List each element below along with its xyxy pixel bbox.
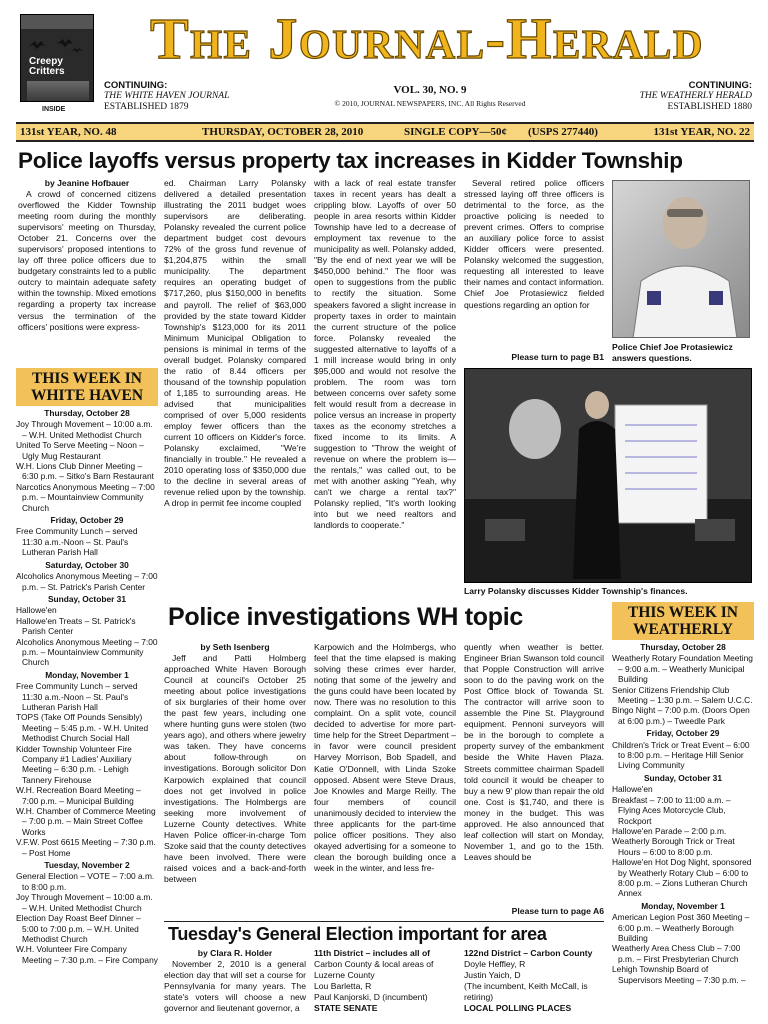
story1-column-1 <box>18 178 156 368</box>
story3-col2-line-6: STATE SENATE <box>314 1003 378 1014</box>
story3-col1-text: November 2, 2010 is a general election day that will set a course for Pennsylvania for many years. The state's voters will choose a new governor and lieutenant governor, a <box>164 959 306 1014</box>
event-day-heading: Sunday, October 31 <box>47 593 127 604</box>
event-day-heading: Monday, November 1 <box>45 669 129 680</box>
event-item[interactable]: W.H. Recreation Board Meeting – 7:00 p.m. – Municipal Building <box>16 785 141 806</box>
event-item[interactable]: Bingo Night – 7:00 p.m. (Doors Open at 6:00 p.m.) – Tweedle Park <box>612 705 750 726</box>
story3-col3-line-5: retiring) <box>464 992 494 1003</box>
event-day-heading: Tuesday, November 2 <box>44 860 130 871</box>
story1-col3-text: with a lack of real estate transfer taxes in recent years has dealt a crippling blow. Layoffs of over 50 people in area resorts within Kidder Township have led to a decrease of employment tax revenue to the municipality as well. Polansky added, "By the end of next year we will be $450,000 behind." The floor was open to suggestions from the public to rectify the situation. Some speakers favored a slight increase in property taxes in order to maintain the current structure of the police force. Polansky revealed the suggested alternative to layoffs of a 1 mill increase would bring in only $95,000 and would not resolve the problem. The room was torn between concerns over safety some felt would result from a decrease in police versus an increase in property taxes as the economy stretches a fixed income to its limits. A suggestion to "Throw the weight of revenue on where the problem is—the rentals," was called out, to be met with another asking "Yeah, why can't we charge a rental tax?" Polansky replied, "It's worth looking into but we need realtors and landlords to cooperate." <box>314 178 456 531</box>
police-chief-photo <box>612 180 750 338</box>
event-item[interactable]: Hallowe'en Parade – 2:00 p.m. <box>612 825 727 836</box>
story3-byline: by Clara R. Holder <box>197 948 273 958</box>
event-item[interactable]: W.H. Volunteer Fire Company Meeting – 7:30 p.m. – Fire Company <box>16 944 158 965</box>
bat-silhouettes-icon <box>27 37 89 55</box>
event-item[interactable]: TOPS (Take Off Pounds Sensibly) Meeting – 5:45 p.m. - W.H. United Methodist Church Social Hall <box>16 712 149 744</box>
story2-turn-page[interactable]: Please turn to page A6 <box>511 906 604 916</box>
event-item[interactable]: Hallowe'en Treats – St. Patrick's Parish Center <box>16 615 136 637</box>
polansky-caption: Larry Polansky discusses Kidder Township's finances. <box>464 586 688 596</box>
story3-col2-line-5: Paul Kanjorski, D (incumbent) <box>314 992 428 1003</box>
continuing-right-paper: THE WEATHERLY HERALD <box>639 91 752 101</box>
event-item[interactable]: Alcoholics Anonymous Meeting – 7:00 p.m. – St. Patrick's Parish Center <box>16 571 158 592</box>
white-haven-event-list <box>16 408 158 965</box>
story2-column-3 <box>464 642 604 904</box>
event-item[interactable]: Weatherly Rotary Foundation Meeting – 9:00 a.m. – Weatherly Municipal Building <box>612 653 753 685</box>
issue-date: THURSDAY, OCTOBER 28, 2010 <box>202 126 364 138</box>
dateline-bar <box>16 122 754 142</box>
event-item[interactable]: Breakfast – 7:00 to 11:00 a.m. – Flying Aces Motorcycle Club, Rockport <box>612 794 731 826</box>
event-item[interactable]: W.H. Chamber of Commerce Meeting – 7:00 p.m. – Main Street Coffee Works <box>16 806 156 837</box>
single-copy-price: SINGLE COPY—50¢ <box>404 126 507 138</box>
event-day-heading: Saturday, October 30 <box>45 559 129 570</box>
event-item[interactable]: Weatherly Borough Trick or Treat Hours – 6:00 to 8:00 p.m. <box>612 836 735 857</box>
thumbnail-title: Creepy Critters <box>29 56 65 77</box>
story2-headline[interactable]: Police investigations WH topic <box>168 603 523 631</box>
story3-col2-line-3: Luzerne County <box>314 970 375 981</box>
event-item[interactable]: Alcoholics Anonymous Meeting – 7:00 p.m. – Mountainview Community Church <box>16 636 158 668</box>
event-day-heading: Friday, October 29 <box>50 515 124 526</box>
copyright-notice: © 2010, JOURNAL NEWSPAPERS, INC. All Rights Reserved <box>334 99 526 108</box>
continuing-left-label: CONTINUING: <box>104 80 168 91</box>
story3-col3-line-2: Doyle Heffley, R <box>464 959 526 970</box>
continuing-right-established: ESTABLISHED 1880 <box>667 102 752 112</box>
police-chief-figure <box>613 181 750 338</box>
year-issue-left: 131st YEAR, NO. 48 <box>20 126 117 138</box>
event-item[interactable]: V.F.W. Post 6615 Meeting – 7:30 p.m. – Post Home <box>16 837 156 858</box>
story1-column-4 <box>464 178 604 346</box>
story3-column-1 <box>164 948 306 1024</box>
inside-thumbnail[interactable] <box>20 14 94 102</box>
story3-col2-line-2: Carbon County & local areas of <box>314 959 434 970</box>
story2-col2-text: Karpowich and the Holmbergs, who feel that the time elapsed is making solving these crimes ever harder, noting that some of the jewelry and the guns could have been located by now. There was no resolution to this complaint. On a split vote, council decided to advertise for more part-time help for the Street Department – in favor were council president Harvey Morrison, Bob Spadell, and Katie O'Donnell, with Linda Szoke opposed. Absent were Steve Draus, Joe Knowles and Marge Reilly. The four members of council unanimously decided to interview the three applicants for the part-time police officer positions. They also okayed advertising for a someone to clean the borough building once a week in the winter, and less fre- <box>314 642 456 873</box>
polansky-photo <box>464 368 752 583</box>
masthead <box>0 0 768 122</box>
thumbnail-banner <box>21 15 94 29</box>
story2-byline: by Seth Isenberg <box>200 642 270 652</box>
event-day-heading: Monday, November 1 <box>641 900 725 911</box>
story3-column-2 <box>314 948 456 1024</box>
story3-column-3 <box>464 948 604 1024</box>
story1-byline: by Jeanine Hofbauer <box>44 178 130 188</box>
usps-number: (USPS 277440) <box>528 126 598 138</box>
event-day-heading: Friday, October 29 <box>646 728 720 739</box>
event-item[interactable]: Hallowe'en <box>612 784 653 795</box>
polansky-scene <box>465 369 752 583</box>
event-item[interactable]: Hallowe'en <box>16 605 57 616</box>
event-item[interactable]: Narcotics Anonymous Meeting – 7:00 p.m. – Mountainview Community Church <box>16 481 155 513</box>
story1-column-2 <box>164 178 306 598</box>
event-item[interactable]: United To Serve Meeting – Noon – Ugly Mug Restaurant <box>16 440 144 461</box>
inside-label: INSIDE <box>42 106 66 113</box>
event-day-heading: Thursday, October 28 <box>640 642 726 652</box>
event-item[interactable]: Free Community Lunch – served 11:30 a.m.-Noon – St. Paul's Lutheran Parish Hall <box>16 526 138 558</box>
event-item[interactable]: General Election – VOTE – 7:00 a.m. to 8:00 p.m. <box>16 871 155 892</box>
story3-col3-line-4: (The incumbent, Keith McCall, is <box>464 981 588 992</box>
story1-column-3 <box>314 178 456 598</box>
event-day-heading: Thursday, October 28 <box>44 408 130 418</box>
story1-col1-text: A crowd of concerned citizens overflowed the Kidder Township meeting room during the monthly supervisors' meeting on Thursday, October 21. Concerns over the supervisors' proposed intentions to lay off three police officers due to budgetary constraints led to a public outcry to maintain adequate safety within the township. Mixed emotions regarding a property tax increase versus the termination of the officers' positions were express- <box>18 189 156 332</box>
event-item[interactable]: Free Community Lunch – served 11:30 a.m.-Noon – St. Paul's Lutheran Parish Hall <box>16 681 138 712</box>
story3-col3-line-6: LOCAL POLLING PLACES <box>464 1003 572 1014</box>
continuing-right-label: CONTINUING: <box>688 80 752 91</box>
weatherly-event-list <box>612 642 754 985</box>
event-item[interactable]: Children's Trick or Treat Event – 6:00 to 8:00 p.m. – Heritage Hill Senior Living Community <box>612 739 750 771</box>
newspaper-title: The Journal-Herald <box>149 6 705 71</box>
story2-column-2 <box>314 642 456 920</box>
story3-col2-line-4: Lou Barletta, R <box>314 981 372 992</box>
story2-column-1 <box>164 642 306 920</box>
event-item[interactable]: W.H. Lions Club Dinner Meeting – 6:30 p.m. – Sitko's Barn Restaurant <box>16 461 154 482</box>
white-haven-title: THIS WEEK IN WHITE HAVEN <box>16 368 158 406</box>
thumbnail-photo <box>27 81 89 101</box>
police-chief-caption: Police Chief Joe Protasiewicz answers questions. <box>612 342 733 363</box>
continuing-right <box>560 80 752 113</box>
year-issue-right: 131st YEAR, NO. 22 <box>653 126 750 138</box>
weatherly-events <box>612 602 754 1024</box>
story1-turn-page[interactable]: Please turn to page B1 <box>511 352 604 362</box>
event-item[interactable]: Lehigh Township Board of Supervisors Meeting – 7:30 p.m. – <box>612 964 746 985</box>
story3-col2-line-1: 11th District – includes all of <box>314 948 431 958</box>
event-item[interactable]: Kidder Township Volunteer Fire Company #1 Ladies' Auxiliary Meeting – 6:30 p.m. - Lehigh Tannery Firehouse <box>16 743 132 785</box>
story2-col3-text: quently when weather is better. Engineer Brian Swanson told council that Popple Construction will arrive soon to do the paving work on the Post Office block of Towanda St. The contractor will arrive soon to assemble the Pine St. Playground equipment. Pennoni surveyors will be in the borough to complete a property survey of the embankment beside the White Haven Plaza. Streets committee chairman Spadell told council it would be cheaper to buy a new 9' plow than repair the old one. Cost is $1,740, and there is money in the budget. This was approved. He also announced that leaf collection will start on Monday, November 1, and go to the 15th. Leaves should be <box>464 642 604 862</box>
event-item[interactable]: American Legion Post 360 Meeting – 6:00 p.m. – Weatherly Borough Building <box>612 912 750 943</box>
event-item[interactable]: Joy Through Movement – 10:00 a.m. – W.H. United Methodist Church <box>16 892 153 913</box>
story3-headline[interactable]: Tuesday's General Election important for area <box>168 924 547 944</box>
continuing-left <box>104 80 229 113</box>
continuing-left-established: ESTABLISHED 1879 <box>104 102 189 112</box>
event-item[interactable]: Weatherly Area Chess Club – 7:00 p.m. – First Presbyterian Church <box>612 943 741 964</box>
story1-headline[interactable]: Police layoffs versus property tax increases in Kidder Township <box>18 148 683 173</box>
story3-col3-line-3: Justin Yaich, D <box>464 970 521 981</box>
weatherly-title: THIS WEEK IN WEATHERLY <box>612 602 754 640</box>
event-item[interactable]: Hallowe'en Hot Dog Night, sponsored by Weatherly Rotary Club – 6:00 to 8:00 p.m. – Zions Lutheran Church Annex <box>612 857 752 899</box>
event-day-heading: Sunday, October 31 <box>643 772 723 783</box>
story1-col4-text: Several retired police officers stressed laying off three officers is detrimental to the force, as the proactive policing is needed to prevent crimes. Offers to comprise an auxiliary police force to assist Kidder officers were presented. Polansky welcomed the suggestion, requesting all interested to leave their names and contact information. Chief Joe Protasiewicz fielded questions regarding an option for <box>464 178 604 310</box>
white-haven-events <box>16 368 158 1024</box>
continuing-left-paper: THE WHITE HAVEN JOURNAL <box>104 91 230 101</box>
event-item[interactable]: Joy Through Movement – 10:00 a.m. – W.H. United Methodist Church <box>16 419 153 440</box>
event-item[interactable]: Election Day Roast Beef Dinner – 5:00 to 7:00 p.m. – W.H. United Methodist Church <box>16 913 141 944</box>
volume-number: VOL. 30, NO. 9 <box>393 84 467 96</box>
story3-col3-line-1: 122nd District – Carbon County <box>464 948 593 958</box>
event-item[interactable]: Senior Citizens Friendship Club Meeting – 1:30 p.m. – Salem U.C.C. <box>612 684 753 706</box>
story1-col2-text: ed. Chairman Larry Polansky delivered a detailed presentation illustrating the 2011 budget woes supervisors are deliberating. Polansky revealed the current police department budget cost devours 72% of the gross fund revenue of $1,204,875 within the small municipality. The department requires an operating budget of $717,260, plus $150,000 in benefits and payroll. The relief of $63,000 provided by the state toward Kidder Township's $123,000 for its 2011 Minimum Municipal Obligation to pensions is minimal in terms of the overall budget. Polansky compared the ratio of 8.44 officers per thousand of the township population of 1,185 to surrounding areas. He advised that municipalities comprised of over 5,000 residents employ fewer officers than the current 10 officers on Kidder's force. Polansky exclaimed, "We're financially in trouble." He revealed a 2010 operating loss of $350,000 due to the decline in several areas of revenue relied upon by the township. A drop in permit fee income coupled <box>164 178 306 509</box>
story2-col1-text: Jeff and Patti Holmberg approached White Haven Borough Council at council's October 25 meeting about police investigations of six burglaries of their home over the past few years, including one where hunting guns were stolen (two years ago), and others where jewelry was taken. They have concerns about follow-through on investigations. Borough solicitor Don Karpowich explained that council does not get involved in police investigations. The Holmbergs are seeking more involvement of Luzerne County detectives. White Haven Police officer-in-charge Tom Szoke said that the county detectives have been involved. There were raised voices and a back-and-forth between <box>164 653 306 884</box>
